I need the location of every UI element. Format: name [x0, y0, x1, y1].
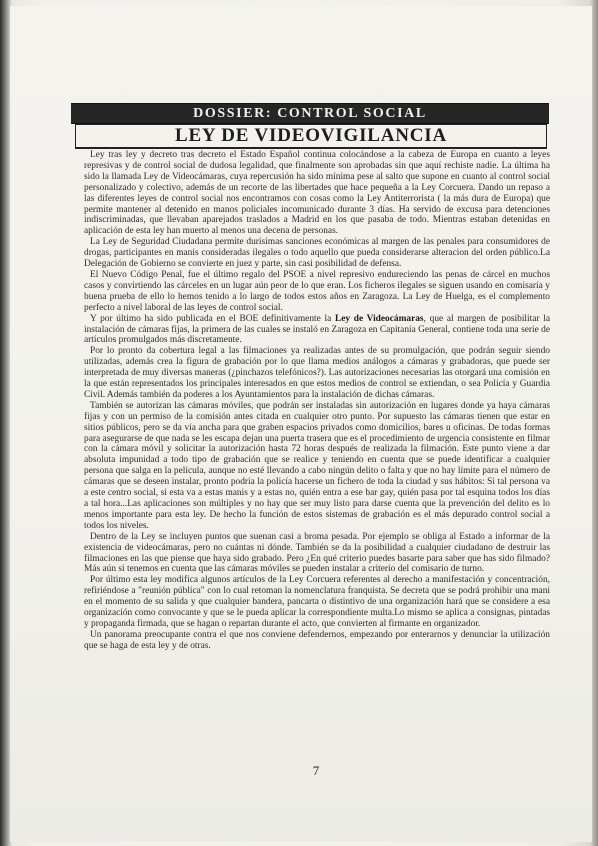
paragraph-4-end: , que al margen de posibilitar la instalación de cámaras fijas, la primera de las cuales se instaló en Zaragoza en Capitanía General, contiene toda una serie de artículos promulgados más discretamente.: [84, 313, 550, 346]
law-name-bold: Ley de Videocámaras: [334, 313, 424, 324]
paragraph-7: Dentro de la Ley se incluyen puntos que suenan casi a broma pesada. Por ejemplo se obliga al Estado a informar de la existencia de videocámaras, pero no cuántas ni dónde. También se da la posibilidad a cualquier ciudadano de destruir las filmaciones en las que piense que haya sido grabado. Pero ¿En qué criterio puedes basarte para saber que has sido filmado? Más aún si tenemos en cuenta que las cámaras móviles se pueden instalar a criterio del comisario de turno.: [84, 531, 550, 575]
article-title-box: [75, 124, 547, 149]
paragraph-2: La Ley de Seguridad Ciudadana permite durísimas sanciones económicas al margen de las penales para consumidores de drogas, participantes en manis consideradas ilegales o todo aquello que pueda considerarse alteracion del orden público.La Delegación de Gobierno se convierte en juez y parte, sin casi posibilidad de defensa.: [84, 237, 550, 270]
paragraph-9: Un panorama preocupante contra el que nos conviene defendernos, empezando por enterarnos y denunciar la utilización que se haga de esta ley y de otras.: [84, 629, 550, 651]
paragraph-4: [84, 314, 550, 347]
paragraph-6: También se autorizan las cámaras móviles, que podrán ser instaladas sin autorización en lugares donde ya haya cámaras fijas y con un permiso de la comisión antes citada en cualquier otro punto. Por supuesto las cámaras tienen que estar en sitios públicos, pero se da vía ancha para que graben espacios privados como domicilios, bares u oficinas. De todas formas para asegurarse de que nada se les escapa dejan una puerta trasera que es el procedimiento de urgencia consistente en filmar con la cámara móvil y solicitar la autorización hasta 72 horas después de realizada la filmación. Este punto viene a dar absoluta impunidad a todo tipo de grabación que se realice y teniendo en cuenta que se puede identificar a cualquier persona que salga en la película, aunque no esté llevando a cabo ningún delito o falta y que no hay límite para el número de cámaras que se deseen instalar, pronto podría la policía hacerse un fichero de toda la ciudad y sus hábitos: Si tal persona va a este centro social, si esta va a estas manis y a estas no, quién entra a ese bar gay, quién pasa por tal esquina todos los días a tal hora...Las aplicaciones son múltiples y no hay que ser muy listo para darse cuenta que la prevención del delito es lo menos importante para esta ley. De hecho la función de estos sistemas de grabación es el más depurado control social a todos los niveles.: [84, 400, 550, 531]
article-title: LEY DE VIDEOVIGILANCIA: [174, 125, 448, 146]
paragraph-4-start: Y por último ha sido publicada en el BOE definitivamente la: [90, 313, 335, 324]
section-header-bar: [71, 103, 549, 124]
page-number: 7: [312, 763, 320, 778]
article-body: [84, 150, 550, 652]
paragraph-3: El Nuevo Código Penal, fue el último regalo del PSOE a nivel represivo endureciendo las penas de cárcel en muchos casos y convirtiendo las cárceles en un lugar aún peor de lo que eran. Los ficheros ilegales se siguen usando en comisaría y buena prueba de ello lo hemos tenido a lo largo de todos estos años en Zaragoza. La Ley de Huelga, es el complemento perfecto a nivel laboral de las leyes de control social.: [84, 269, 550, 313]
paragraph-1: Ley tras ley y decreto tras decreto el Estado Español continua colocándose a la cabeza de Europa en cuanto a leyes represivas y de control social de dudosa legalidad, que finalmente son aprobadas sin que aquí rechiste nadie. La última ha sido la llamada Ley de Videocámaras, cuya repercusión ha sido mínima pese al salto que supone en cuanto al control social personalizado y colectivo, además de un recorte de las libertades que hace pequeña a la Ley Corcuera. Dando un repaso a las diferentes leyes de control social nos encontramos con cosas como la Ley Antiterrorista ( la más dura de Europa) que permite mantener al detenido en manos policiales incomunicado durante 3 días. Ha servido de excusa para detenciones indiscriminadas, que llevaban aparejados traslados a Madrid en los que pasaba de todo. Mientras estaban detenidas en aplicación de esta ley han muerto al menos una decena de personas.: [84, 150, 550, 237]
paragraph-8: Por último esta ley modifica algunos artículos de la Ley Corcuera referentes al derecho a manifestación y concentración, refiriéndose a "reunión pública" con lo cual retoman la nomenclatura franquista. Se decreta que se podrá prohibir una mani en el momento de su salida y que cualquier bandera, pancarta o distintivo de una organización hará que se considere a esa organización como convocante y que se le pueda aplicar la correspondiente multa.Lo mismo se aplica a consignas, pintadas y propaganda firmada, que se hagan o repartan durante el acto, que convierten al firmante en organizador.: [84, 575, 550, 629]
section-title: DOSSIER: CONTROL SOCIAL: [193, 105, 427, 121]
paragraph-5: Por lo pronto da cobertura legal a las filmaciones ya realizadas antes de su promulgación, que podrán seguir siendo utilizadas, además crea la figura de grabación por lo que llama medios análogos a cámaras y grabadoras, que puede ser interpretada de muy diversas maneras (¿pinchazos telefónicos?). Las autorizaciones necesarias las otorgará una comisión en la que están representados los principales interesados en que estos medios de control se extiendan, o sea Policía y Guardia Civil. Además también da poderes a los Ayuntamientos para la instalación de dichas cámaras.: [84, 346, 550, 400]
